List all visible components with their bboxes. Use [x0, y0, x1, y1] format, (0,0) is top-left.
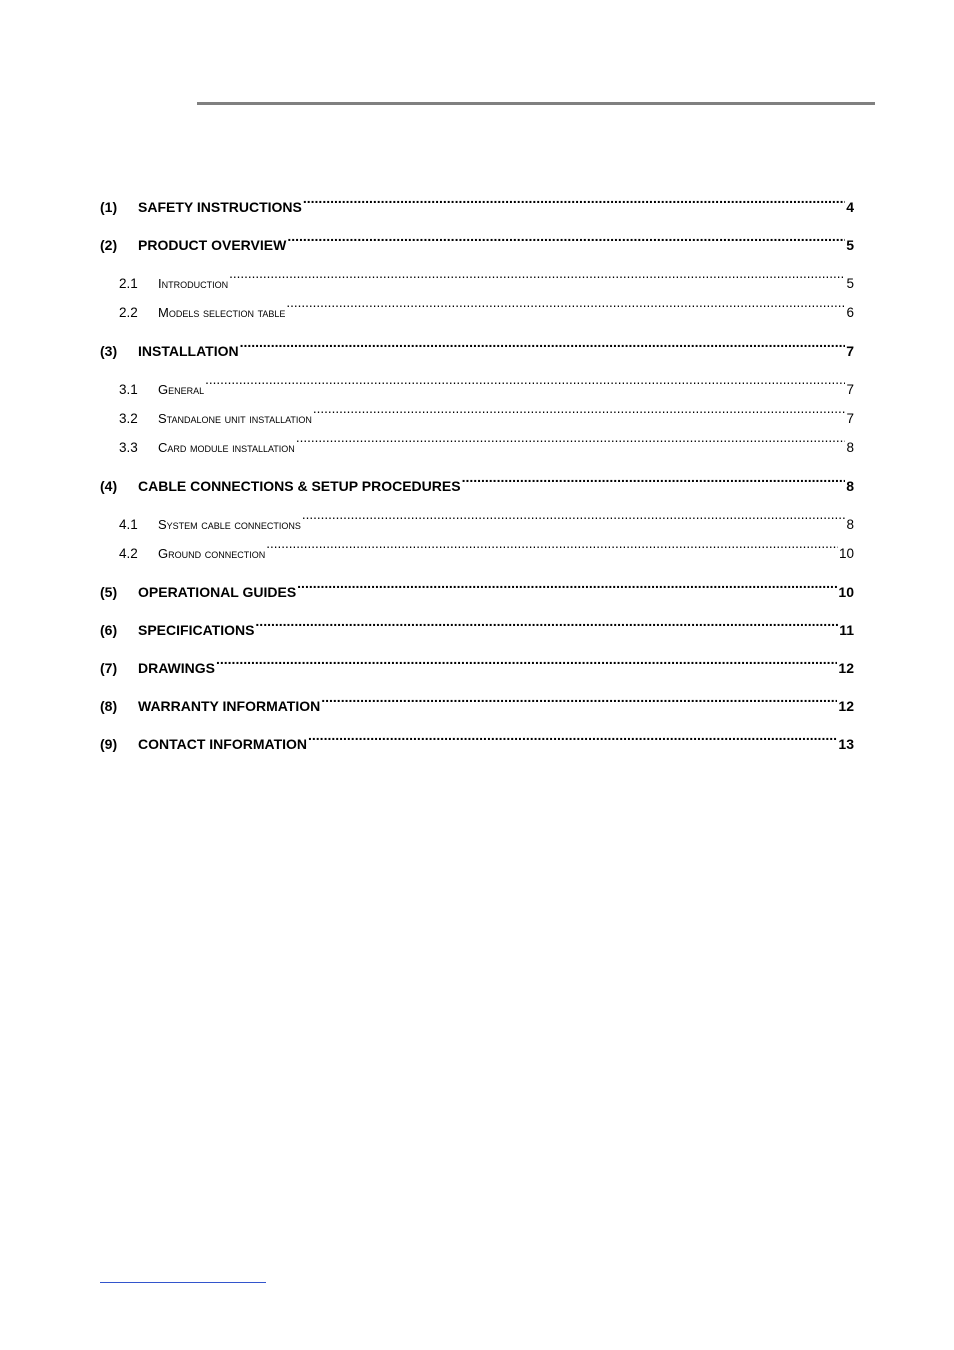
toc-entry-number: 3.2 [119, 411, 138, 426]
toc-entry-title: General [158, 382, 205, 397]
toc-entry-cable-connections[interactable] [100, 472, 854, 500]
toc-entry-title: PRODUCT OVERVIEW [138, 237, 287, 253]
toc-entry-page: 13 [838, 736, 854, 752]
toc-entry-number: (4) [100, 478, 118, 494]
toc-entry-warranty-information[interactable] [100, 692, 854, 720]
toc-entry-page: 7 [846, 343, 854, 359]
toc-entry-title: Card module installation [158, 440, 295, 455]
toc-entry-page: 8 [846, 517, 854, 532]
toc-entry-number: 2.2 [119, 305, 138, 320]
toc-entry-page: 8 [846, 440, 854, 455]
toc-entry-title: DRAWINGS [138, 660, 215, 676]
toc-entry-page: 5 [846, 237, 854, 253]
toc-entry-installation[interactable] [100, 337, 854, 365]
toc-entry-title: Ground connection [158, 546, 266, 561]
toc-dot-leader [266, 545, 838, 559]
toc-entry-page: 5 [846, 276, 854, 291]
toc-entry-page: 11 [839, 622, 854, 638]
toc-entry-number: 3.1 [119, 382, 138, 397]
toc-entry-page: 4 [846, 199, 854, 215]
toc-entry-number: (3) [100, 343, 118, 359]
toc-entry-title: System cable connections [158, 517, 301, 532]
toc-entry-page: 10 [838, 584, 854, 600]
toc-dot-leader [240, 342, 846, 356]
toc-entry-title: INSTALLATION [138, 343, 239, 359]
toc-entry-product-overview[interactable] [100, 231, 854, 259]
toc-entry-card-module-installation[interactable] [100, 433, 854, 462]
toc-entry-operational-guides[interactable] [100, 578, 854, 606]
toc-entry-title: SPECIFICATIONS [138, 622, 255, 638]
toc-entry-number: 4.2 [119, 546, 138, 561]
toc-dot-leader [308, 735, 837, 749]
toc-entry-page: 8 [846, 478, 854, 494]
toc-entry-contact-information[interactable] [100, 730, 854, 758]
toc-dot-leader [205, 381, 845, 395]
toc-entry-title: CONTACT INFORMATION [138, 736, 308, 752]
toc-entry-system-cable-connections[interactable] [100, 510, 854, 539]
toc-entry-page: 7 [846, 382, 854, 397]
toc-dot-leader [462, 477, 846, 491]
toc-dot-leader [286, 304, 845, 318]
toc-dot-leader [303, 198, 845, 212]
toc-entry-page: 12 [838, 698, 854, 714]
toc-entry-title: CABLE CONNECTIONS & SETUP PROCEDURES [138, 478, 461, 494]
toc-entry-title: Standalone unit installation [158, 411, 312, 426]
toc-entry-standalone-unit-installation[interactable] [100, 404, 854, 433]
toc-entry-general[interactable] [100, 375, 854, 404]
toc-entry-models-selection-table[interactable] [100, 298, 854, 327]
toc-entry-number: (6) [100, 622, 118, 638]
toc-dot-leader [296, 439, 846, 453]
header-rule [197, 102, 875, 105]
toc-entry-number: (9) [100, 736, 118, 752]
toc-dot-leader [313, 410, 846, 424]
toc-entry-title: Models selection table [158, 305, 286, 320]
toc-entry-title: OPERATIONAL GUIDES [138, 584, 297, 600]
toc-entry-drawings[interactable] [100, 654, 854, 682]
toc-dot-leader [302, 516, 846, 530]
toc-entry-title: SAFETY INSTRUCTIONS [138, 199, 302, 215]
toc-entry-ground-connection[interactable] [100, 539, 854, 568]
toc-entry-safety-instructions[interactable] [100, 193, 854, 221]
toc-entry-number: 4.1 [119, 517, 138, 532]
toc-entry-page: 7 [846, 411, 854, 426]
toc-entry-number: (2) [100, 237, 118, 253]
toc-entry-title: Introduction [158, 276, 229, 291]
toc-entry-introduction[interactable] [100, 269, 854, 298]
toc-entry-page: 10 [838, 546, 854, 561]
toc-dot-leader [255, 621, 838, 635]
toc-entry-number: (8) [100, 698, 118, 714]
toc-entry-number: (5) [100, 584, 118, 600]
toc-entry-number: (7) [100, 660, 118, 676]
toc-dot-leader [287, 236, 845, 250]
toc-entry-title: WARRANTY INFORMATION [138, 698, 321, 714]
footer-link-underline[interactable] [100, 1282, 266, 1283]
toc-dot-leader [216, 659, 837, 673]
toc-entry-page: 6 [846, 305, 854, 320]
toc-dot-leader [297, 583, 837, 597]
toc-entry-page: 12 [838, 660, 854, 676]
toc-entry-number: 2.1 [119, 276, 138, 291]
table-of-contents [100, 193, 854, 758]
toc-entry-number: (1) [100, 199, 118, 215]
toc-entry-specifications[interactable] [100, 616, 854, 644]
toc-dot-leader [321, 697, 837, 711]
toc-entry-number: 3.3 [119, 440, 138, 455]
toc-dot-leader [229, 275, 845, 289]
